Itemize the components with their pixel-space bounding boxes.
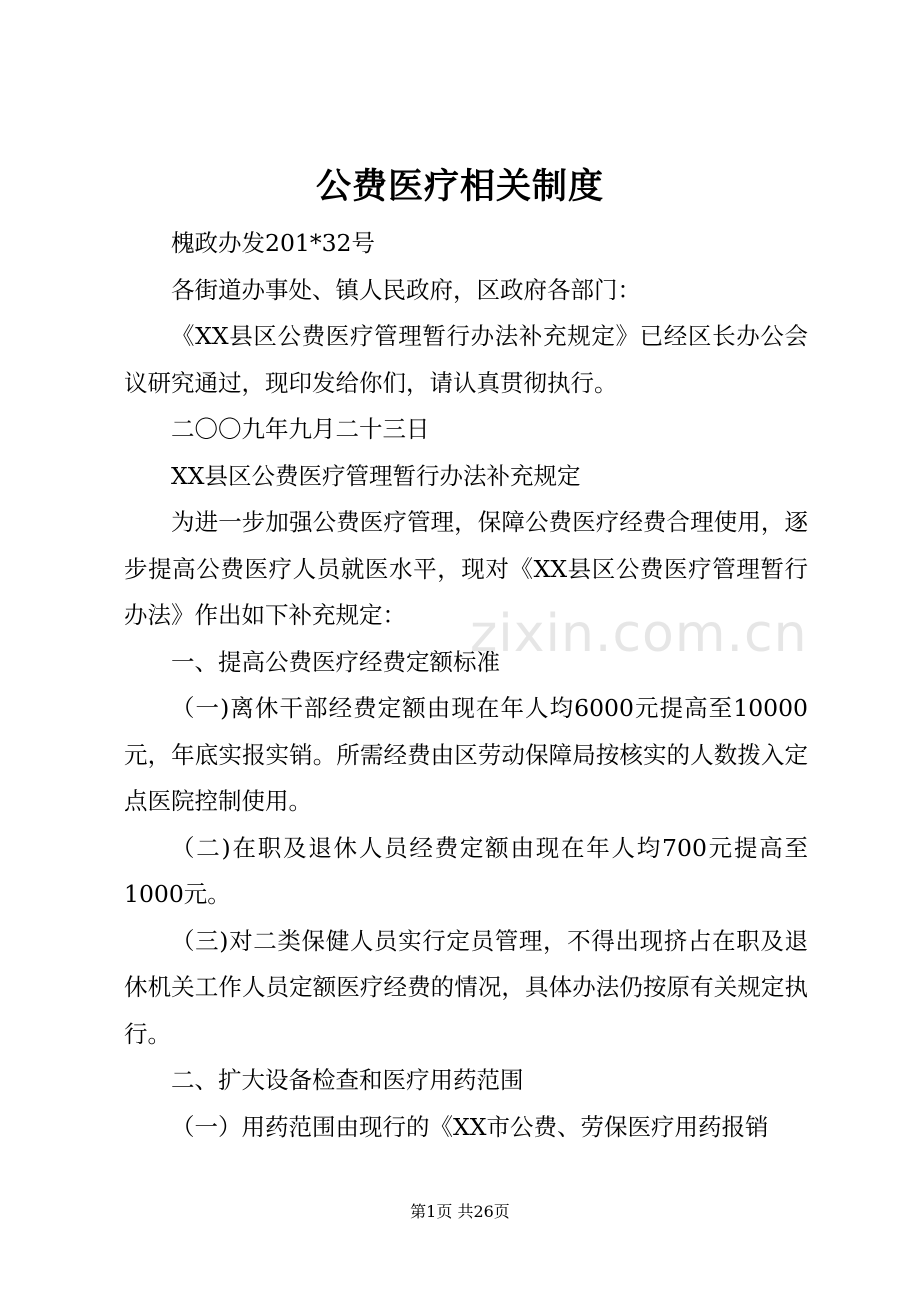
section-heading-2: 二、扩大设备检查和医疗用药范围 bbox=[171, 1066, 524, 1094]
regulation-title: XX县区公费医疗管理暂行办法补充规定 bbox=[171, 461, 581, 490]
watermark: zixin.com.cn bbox=[470, 604, 808, 664]
issue-date: 二〇〇九年九月二十三日 bbox=[171, 415, 430, 443]
clause-1-1: （一)离休干部经费定额由现在年人均6000元提高至10000元，年底实报实销。所需经费由区劳动保障局按核实的人数拨入定点医院控制使用。 bbox=[124, 694, 808, 815]
clause-1-2: （二)在职及退休人员经费定额由现在年人均700元提高至1000元。 bbox=[124, 833, 808, 908]
doc-number: 槐政办发201*32号 bbox=[171, 229, 376, 257]
document-title: 公费医疗相关制度 bbox=[315, 166, 604, 207]
clause-2-1: （一）用药范围由现行的《XX市公费、劳保医疗用药报销 bbox=[171, 1112, 769, 1141]
recipients-line: 各街道办事处、镇人民政府，区政府各部门： bbox=[171, 275, 641, 304]
intro-paragraph: 为进一步加强公费医疗管理，保障公费医疗经费合理使用，逐步提高公费医疗人员就医水平，现对《XX县区公费医疗管理暂行办法》作出如下补充规定： bbox=[124, 508, 808, 629]
notice-paragraph: 《XX县区公费医疗管理暂行办法补充规定》已经区长办公会议研究通过，现印发给你们，请认真贯彻执行。 bbox=[124, 322, 808, 397]
section-heading-1: 一、提高公费医疗经费定额标准 bbox=[171, 647, 500, 676]
document-body bbox=[124, 220, 808, 1150]
page-footer: 第1页 共26页 bbox=[410, 1202, 510, 1221]
clause-1-3: （三)对二类保健人员实行定员管理，不得出现挤占在职及退休机关工作人员定额医疗经费的情况，具体办法仍按原有关规定执行。 bbox=[124, 926, 808, 1048]
